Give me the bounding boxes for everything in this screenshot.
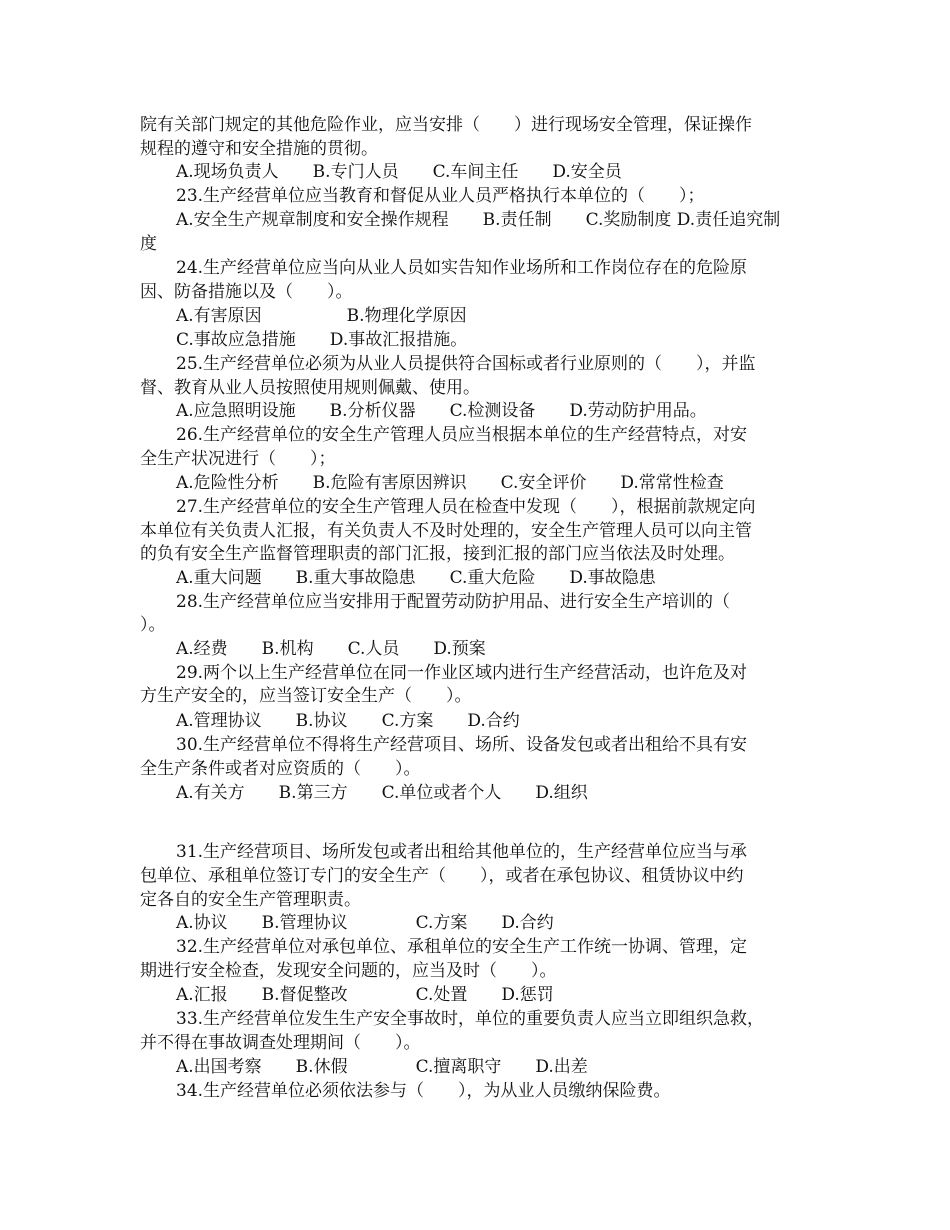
answer-options: A.出国考察 B.休假 C.擅离职守 D.出差 (176, 1057, 588, 1077)
text-line: 院有关部门规定的其他危险作业，应当安排（ ）进行现场安全管理，保证操作 (140, 115, 752, 135)
question-34: 34.生产经营单位必须依法参与（ ），为从业人员缴纳保险费。 (176, 1081, 671, 1101)
question-31: 31.生产经营项目、场所发包或者出租给其他单位的，生产经营单位应当与承 (176, 842, 748, 862)
question-26: 26.生产经营单位的安全生产管理人员应当根据本单位的生产经营特点，对安 (176, 425, 748, 445)
answer-options: A.危险性分析 B.危险有害原因辨识 C.安全评价 D.常常性检查 (176, 473, 724, 493)
text-line: 本单位有关负责人汇报，有关负责人不及时处理的，安全生产管理人员可以向主管 (140, 521, 752, 541)
text-line: 全生产条件或者对应资质的（ ）。 (140, 759, 421, 779)
text-line: 规程的遵守和安全措施的贯彻。 (140, 139, 378, 159)
text-line: 并不得在事故调查处理期间（ ）。 (140, 1033, 421, 1053)
question-29: 29.两个以上生产经营单位在同一作业区域内进行生产经营活动，也许危及对 (176, 663, 748, 683)
text-line: 期进行安全检查，发现安全问题的，应当及时（ ）。 (140, 961, 557, 981)
question-25: 25.生产经营单位必须为从业人员提供符合国标或者行业原则的（ ），并监 (176, 354, 756, 374)
question-33: 33.生产经营单位发生生产安全事故时，单位的重要负责人应当立即组织急救， (176, 1009, 765, 1029)
answer-options: A.有害原因 B.物理化学原因 (176, 306, 467, 326)
text-line: 因、防备措施以及（ ）。 (140, 282, 353, 302)
answer-options: A.有关方 B.第三方 C.单位或者个人 D.组织 (176, 783, 588, 803)
answer-options: A.管理协议 B.协议 C.方案 D.合约 (176, 711, 520, 731)
text-line: 的负有安全生产监督管理职责的部门汇报，接到汇报的部门应当依法及时处理。 (140, 544, 735, 564)
text-line: 全生产状况进行（ ）； (140, 449, 336, 469)
text-line: 包单位、承租单位签订专门的安全生产（ ），或者在承包协议、租赁协议中约 (140, 866, 744, 886)
answer-options: A.汇报 B.督促整改 C.处置 D.惩罚 (176, 985, 554, 1005)
text-line: ）。 (140, 615, 166, 635)
text-line: 督、教育从业人员按照使用规则佩戴、使用。 (140, 378, 480, 398)
answer-options: A.应急照明设施 B.分析仪器 C.检测设备 D.劳动防护用品。 (176, 401, 707, 421)
answer-options: A.协议 B.管理协议 C.方案 D.合约 (176, 913, 554, 933)
text-line: 度 (140, 234, 157, 254)
question-32: 32.生产经营单位对承包单位、承租单位的安全生产工作统一协调、管理，定 (176, 937, 748, 957)
answer-options: A.安全生产规章制度和安全操作规程 B.责任制 C.奖励制度 D.责任追究制 (176, 210, 781, 230)
answer-options: A.重大问题 B.重大事故隐患 C.重大危险 D.事故隐患 (176, 568, 656, 588)
question-30: 30.生产经营单位不得将生产经营项目、场所、设备发包或者出租给不具有安 (176, 735, 748, 755)
question-28: 28.生产经营单位应当安排用于配置劳动防护用品、进行安全生产培训的（ (176, 592, 731, 612)
question-23: 23.生产经营单位应当教育和督促从业人员严格执行本单位的（ ）； (176, 186, 705, 206)
text-line: 定各自的安全生产管理职责。 (140, 890, 361, 910)
answer-options: C.事故应急措施 D.事故汇报措施。 (176, 330, 468, 350)
text-line: 方生产安全的，应当签订安全生产（ ）。 (140, 686, 472, 706)
question-27: 27.生产经营单位的安全生产管理人员在检查中发现（ ），根据前款规定向 (176, 497, 756, 517)
question-24: 24.生产经营单位应当向从业人员如实告知作业场所和工作岗位存在的危险原 (176, 258, 748, 278)
answer-options: A.经费 B.机构 C.人员 D.预案 (176, 639, 486, 659)
answer-options: A.现场负责人 B.专门人员 C.车间主任 D.安全员 (176, 162, 622, 182)
